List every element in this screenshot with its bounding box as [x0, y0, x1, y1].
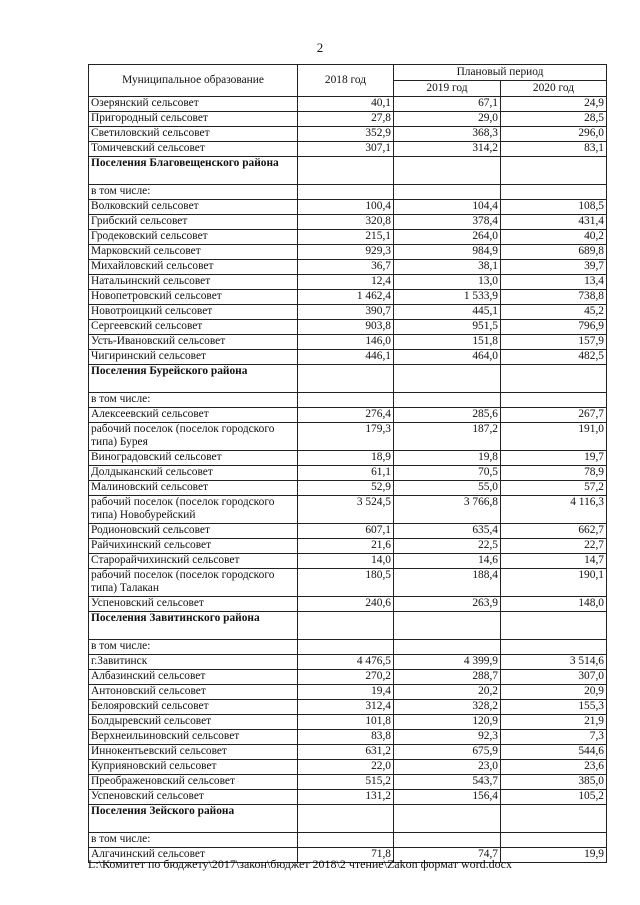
- cell-municipality: Родионовский сельсовет: [89, 524, 298, 539]
- table-row: [89, 775, 607, 790]
- cell-2018: 215,1: [298, 230, 394, 245]
- cell-2019: 285,6: [394, 408, 501, 423]
- cell-2020: 796,9: [501, 320, 607, 335]
- table-header-row: [89, 65, 607, 81]
- cell-2020: 108,5: [501, 200, 607, 215]
- col-header-plan-period: Плановый период: [394, 65, 607, 81]
- table-row: [89, 97, 607, 112]
- cell-municipality: в том числе:: [89, 833, 298, 848]
- cell-municipality: Марковский сельсовет: [89, 245, 298, 260]
- cell-2019: [394, 365, 501, 393]
- cell-2019: 19,8: [394, 451, 501, 466]
- cell-2020: 385,0: [501, 775, 607, 790]
- cell-2020: 14,7: [501, 554, 607, 569]
- cell-municipality: Виноградовский сельсовет: [89, 451, 298, 466]
- table-row: [89, 554, 607, 569]
- cell-municipality: Томичевский сельсовет: [89, 142, 298, 157]
- cell-2020: [501, 805, 607, 833]
- table-row: [89, 466, 607, 481]
- cell-2020: 19,9: [501, 848, 607, 863]
- cell-municipality: Иннокентьевский сельсовет: [89, 745, 298, 760]
- section-header-row: [89, 157, 607, 185]
- cell-2018: 4 476,5: [298, 655, 394, 670]
- cell-2020: 662,7: [501, 524, 607, 539]
- cell-2018: 307,1: [298, 142, 394, 157]
- cell-2019: 288,7: [394, 670, 501, 685]
- cell-2019: [394, 185, 501, 200]
- table-row: [89, 745, 607, 760]
- table-row: [89, 730, 607, 745]
- cell-municipality: Белояровский сельсовет: [89, 700, 298, 715]
- cell-municipality: Новотроицкий сельсовет: [89, 305, 298, 320]
- cell-2020: 20,9: [501, 685, 607, 700]
- cell-municipality: г.Завитинск: [89, 655, 298, 670]
- cell-2020: 105,2: [501, 790, 607, 805]
- cell-2018: [298, 157, 394, 185]
- cell-2019: 378,4: [394, 215, 501, 230]
- table-row: [89, 335, 607, 350]
- cell-2020: [501, 365, 607, 393]
- cell-2020: 689,8: [501, 245, 607, 260]
- cell-municipality: Поселения Бурейского района: [89, 365, 298, 393]
- cell-2018: 320,8: [298, 215, 394, 230]
- table-row: [89, 350, 607, 365]
- cell-municipality: Малиновский сельсовет: [89, 481, 298, 496]
- cell-2020: 431,4: [501, 215, 607, 230]
- cell-2018: 22,0: [298, 760, 394, 775]
- cell-municipality: Долдыканский сельсовет: [89, 466, 298, 481]
- cell-2019: 464,0: [394, 350, 501, 365]
- cell-2019: 104,4: [394, 200, 501, 215]
- cell-2020: [501, 640, 607, 655]
- cell-municipality: Чигиринский сельсовет: [89, 350, 298, 365]
- cell-municipality: Гродековский сельсовет: [89, 230, 298, 245]
- cell-2019: 29,0: [394, 112, 501, 127]
- cell-2020: 307,0: [501, 670, 607, 685]
- table-row: [89, 200, 607, 215]
- cell-2020: 157,9: [501, 335, 607, 350]
- table-row: [89, 760, 607, 775]
- table-row: [89, 685, 607, 700]
- cell-2020: 28,5: [501, 112, 607, 127]
- cell-2018: 100,4: [298, 200, 394, 215]
- cell-2019: 328,2: [394, 700, 501, 715]
- section-header-row: [89, 805, 607, 833]
- cell-2019: 38,1: [394, 260, 501, 275]
- cell-2018: 276,4: [298, 408, 394, 423]
- table-row: [89, 569, 607, 597]
- cell-2018: 312,4: [298, 700, 394, 715]
- cell-2020: [501, 833, 607, 848]
- table-row: [89, 320, 607, 335]
- cell-municipality: Болдыревский сельсовет: [89, 715, 298, 730]
- cell-2019: 151,8: [394, 335, 501, 350]
- cell-municipality: Алгачинский сельсовет: [89, 848, 298, 863]
- cell-2020: 57,2: [501, 481, 607, 496]
- table-row: [89, 715, 607, 730]
- cell-municipality: Поселения Завитинского района: [89, 612, 298, 640]
- col-header-2019: 2019 год: [394, 81, 501, 97]
- table-row: [89, 275, 607, 290]
- cell-2018: 61,1: [298, 466, 394, 481]
- cell-municipality: рабочий поселок (поселок городского типа) Талакан: [89, 569, 298, 597]
- cell-2018: [298, 833, 394, 848]
- cell-2019: 70,5: [394, 466, 501, 481]
- cell-2018: 3 524,5: [298, 496, 394, 524]
- cell-2018: 179,3: [298, 423, 394, 451]
- cell-2018: 52,9: [298, 481, 394, 496]
- table-row: [89, 215, 607, 230]
- cell-2018: 101,8: [298, 715, 394, 730]
- cell-2018: 131,2: [298, 790, 394, 805]
- cell-2020: 23,6: [501, 760, 607, 775]
- cell-2020: 39,7: [501, 260, 607, 275]
- cell-2019: [394, 393, 501, 408]
- section-header-row: [89, 365, 607, 393]
- cell-municipality: Озерянский сельсовет: [89, 97, 298, 112]
- cell-2020: [501, 185, 607, 200]
- cell-2019: 188,4: [394, 569, 501, 597]
- cell-2020: 482,5: [501, 350, 607, 365]
- cell-municipality: в том числе:: [89, 640, 298, 655]
- subheading-row: [89, 185, 607, 200]
- cell-2020: [501, 157, 607, 185]
- cell-2018: 352,9: [298, 127, 394, 142]
- cell-2019: 314,2: [394, 142, 501, 157]
- table-row: [89, 408, 607, 423]
- cell-2020: 296,0: [501, 127, 607, 142]
- cell-2020: 738,8: [501, 290, 607, 305]
- cell-municipality: Натальинский сельсовет: [89, 275, 298, 290]
- col-header-2018: 2018 год: [298, 65, 394, 97]
- cell-2019: [394, 640, 501, 655]
- cell-2019: [394, 157, 501, 185]
- table-row: [89, 496, 607, 524]
- table-row: [89, 790, 607, 805]
- cell-municipality: Волковский сельсовет: [89, 200, 298, 215]
- cell-2019: 4 399,9: [394, 655, 501, 670]
- cell-2020: 21,9: [501, 715, 607, 730]
- table-row: [89, 127, 607, 142]
- cell-2019: 543,7: [394, 775, 501, 790]
- cell-2020: 40,2: [501, 230, 607, 245]
- cell-2019: 22,5: [394, 539, 501, 554]
- cell-municipality: Куприяновский сельсовет: [89, 760, 298, 775]
- table-row: [89, 670, 607, 685]
- cell-2018: [298, 805, 394, 833]
- cell-municipality: Старорайчихинский сельсовет: [89, 554, 298, 569]
- cell-2019: 20,2: [394, 685, 501, 700]
- cell-municipality: Грибский сельсовет: [89, 215, 298, 230]
- cell-municipality: Албазинский сельсовет: [89, 670, 298, 685]
- cell-2018: 14,0: [298, 554, 394, 569]
- cell-2020: [501, 612, 607, 640]
- cell-2020: 190,1: [501, 569, 607, 597]
- page-number: 2: [316, 40, 324, 55]
- cell-2018: 12,4: [298, 275, 394, 290]
- cell-2018: 903,8: [298, 320, 394, 335]
- cell-municipality: Новопетровский сельсовет: [89, 290, 298, 305]
- cell-2019: 264,0: [394, 230, 501, 245]
- cell-2019: 187,2: [394, 423, 501, 451]
- cell-municipality: Поселения Благовещенского района: [89, 157, 298, 185]
- cell-2018: 515,2: [298, 775, 394, 790]
- cell-2019: 120,9: [394, 715, 501, 730]
- cell-2018: 180,5: [298, 569, 394, 597]
- cell-2018: 83,8: [298, 730, 394, 745]
- table-row: [89, 260, 607, 275]
- section-header-row: [89, 612, 607, 640]
- cell-2020: 13,4: [501, 275, 607, 290]
- cell-2019: 13,0: [394, 275, 501, 290]
- table-row: [89, 290, 607, 305]
- cell-2019: 74,7: [394, 848, 501, 863]
- cell-2020: [501, 393, 607, 408]
- cell-2019: [394, 805, 501, 833]
- table-row: [89, 112, 607, 127]
- cell-municipality: Сергеевский сельсовет: [89, 320, 298, 335]
- cell-2019: 984,9: [394, 245, 501, 260]
- cell-2018: 631,2: [298, 745, 394, 760]
- cell-2018: 21,6: [298, 539, 394, 554]
- table-row: [89, 597, 607, 612]
- cell-2019: 445,1: [394, 305, 501, 320]
- cell-2019: 92,3: [394, 730, 501, 745]
- col-header-2020: 2020 год: [501, 81, 607, 97]
- cell-2019: 3 766,8: [394, 496, 501, 524]
- table-row: [89, 245, 607, 260]
- cell-municipality: рабочий поселок (поселок городского типа) Бурея: [89, 423, 298, 451]
- budget-table: [88, 64, 607, 863]
- cell-2020: 78,9: [501, 466, 607, 481]
- cell-municipality: Успеновский сельсовет: [89, 790, 298, 805]
- cell-municipality: рабочий поселок (поселок городского типа) Новобурейский: [89, 496, 298, 524]
- cell-2018: [298, 393, 394, 408]
- cell-2020: 45,2: [501, 305, 607, 320]
- subheading-row: [89, 393, 607, 408]
- cell-2019: 635,4: [394, 524, 501, 539]
- cell-municipality: Михайловский сельсовет: [89, 260, 298, 275]
- cell-municipality: Светиловский сельсовет: [89, 127, 298, 142]
- table-row: [89, 539, 607, 554]
- cell-2018: [298, 640, 394, 655]
- cell-2018: 240,6: [298, 597, 394, 612]
- subheading-row: [89, 833, 607, 848]
- cell-2018: 18,9: [298, 451, 394, 466]
- cell-2020: 4 116,3: [501, 496, 607, 524]
- cell-2019: 1 533,9: [394, 290, 501, 305]
- cell-2019: 263,9: [394, 597, 501, 612]
- cell-2018: 607,1: [298, 524, 394, 539]
- cell-municipality: Верхнеильиновский сельсовет: [89, 730, 298, 745]
- cell-2020: 19,7: [501, 451, 607, 466]
- cell-municipality: Антоновский сельсовет: [89, 685, 298, 700]
- cell-2020: 148,0: [501, 597, 607, 612]
- cell-municipality: Преображеновский сельсовет: [89, 775, 298, 790]
- cell-2018: 19,4: [298, 685, 394, 700]
- cell-municipality: Райчихинский сельсовет: [89, 539, 298, 554]
- cell-municipality: Усть-Ивановский сельсовет: [89, 335, 298, 350]
- cell-2018: [298, 612, 394, 640]
- cell-2018: 36,7: [298, 260, 394, 275]
- cell-2020: 3 514,6: [501, 655, 607, 670]
- cell-2019: 368,3: [394, 127, 501, 142]
- cell-2018: 40,1: [298, 97, 394, 112]
- table-row: [89, 305, 607, 320]
- cell-2020: 544,6: [501, 745, 607, 760]
- cell-municipality: Поселения Зейского района: [89, 805, 298, 833]
- cell-2018: 446,1: [298, 350, 394, 365]
- cell-municipality: Успеновский сельсовет: [89, 597, 298, 612]
- cell-2018: 390,7: [298, 305, 394, 320]
- cell-2020: 83,1: [501, 142, 607, 157]
- cell-2019: 67,1: [394, 97, 501, 112]
- cell-municipality: в том числе:: [89, 393, 298, 408]
- table-body: [89, 97, 607, 863]
- cell-2019: 951,5: [394, 320, 501, 335]
- cell-2018: 146,0: [298, 335, 394, 350]
- cell-2019: 14,6: [394, 554, 501, 569]
- cell-municipality: Пригородный сельсовет: [89, 112, 298, 127]
- cell-2018: [298, 185, 394, 200]
- table-row: [89, 700, 607, 715]
- cell-2020: 7,3: [501, 730, 607, 745]
- cell-2020: 267,7: [501, 408, 607, 423]
- footer-file-path: L:\Комитет по бюджету\2017\закон\бюджет 2018\2 чтение\Zakon формат word.docx: [88, 857, 512, 871]
- cell-municipality: Алексеевский сельсовет: [89, 408, 298, 423]
- table-row: [89, 423, 607, 451]
- table-row: [89, 481, 607, 496]
- cell-2018: 270,2: [298, 670, 394, 685]
- cell-2019: 55,0: [394, 481, 501, 496]
- cell-2020: 155,3: [501, 700, 607, 715]
- cell-2020: 22,7: [501, 539, 607, 554]
- table-row: [89, 142, 607, 157]
- table-row: [89, 451, 607, 466]
- cell-2018: 1 462,4: [298, 290, 394, 305]
- cell-2018: 27,8: [298, 112, 394, 127]
- cell-2020: 191,0: [501, 423, 607, 451]
- cell-2019: [394, 833, 501, 848]
- cell-2019: [394, 612, 501, 640]
- cell-2019: 675,9: [394, 745, 501, 760]
- cell-2020: 24,9: [501, 97, 607, 112]
- cell-municipality: в том числе:: [89, 185, 298, 200]
- table-row: [89, 230, 607, 245]
- col-header-municipality: Муниципальное образование: [89, 65, 298, 97]
- subheading-row: [89, 640, 607, 655]
- table-row: [89, 524, 607, 539]
- cell-2019: 156,4: [394, 790, 501, 805]
- cell-2018: 71,8: [298, 848, 394, 863]
- table-row: [89, 655, 607, 670]
- cell-2019: 23,0: [394, 760, 501, 775]
- cell-2018: [298, 365, 394, 393]
- cell-2018: 929,3: [298, 245, 394, 260]
